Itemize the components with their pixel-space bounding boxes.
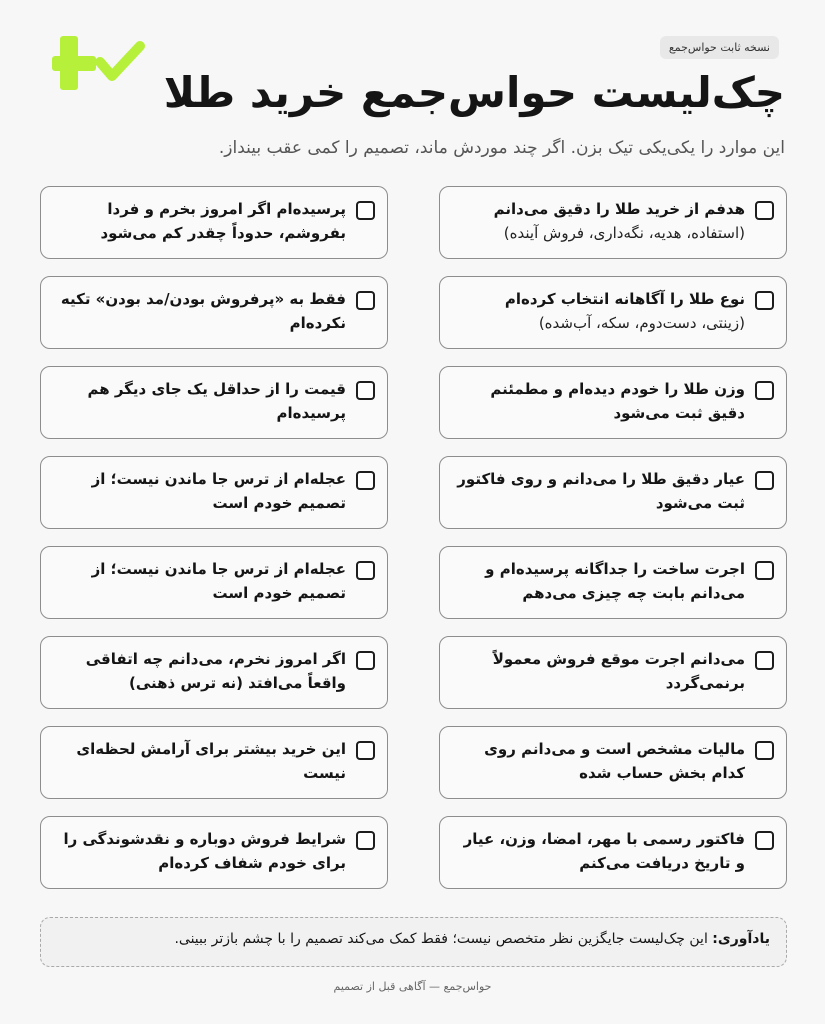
checkbox[interactable] bbox=[755, 561, 774, 580]
checklist-item-hint: (زینتی، دست‌دوم، سکه، آب‌شده) bbox=[538, 314, 745, 332]
page-subtitle: این موارد را یکی‌یکی تیک بزن. اگر چند موردش ماند، تصمیم را کمی عقب بینداز. bbox=[218, 138, 785, 158]
checklist-item-text bbox=[53, 377, 346, 425]
checkbox[interactable] bbox=[755, 291, 774, 310]
plus-check-logo-icon bbox=[52, 32, 152, 94]
checklist-item[interactable] bbox=[439, 636, 787, 709]
checklist-item-text bbox=[452, 647, 745, 695]
checklist-item-text bbox=[452, 467, 745, 515]
checklist-item[interactable] bbox=[439, 276, 787, 349]
page-title: چک‌لیست حواس‌جمع خرید طلا bbox=[163, 68, 785, 117]
checklist-item-label: اگر امروز نخرم، می‌دانم چه اتفاقی واقعاً می‌افتد (نه ترس ذهنی) bbox=[85, 650, 346, 692]
checklist-item[interactable] bbox=[40, 186, 388, 259]
checklist-item-text bbox=[452, 827, 745, 875]
checklist-item[interactable] bbox=[40, 636, 388, 709]
checklist-grid bbox=[40, 186, 787, 889]
checklist-item-text bbox=[452, 377, 745, 425]
checkbox[interactable] bbox=[755, 831, 774, 850]
checkbox[interactable] bbox=[755, 651, 774, 670]
reminder-note bbox=[40, 917, 787, 967]
checklist-item-label: این خرید بیشتر برای آرامش لحظه‌ای نیست bbox=[76, 740, 346, 782]
checklist-item-text bbox=[494, 197, 745, 245]
checklist-item[interactable] bbox=[439, 726, 787, 799]
checklist-item[interactable] bbox=[439, 816, 787, 889]
checklist-item-text bbox=[53, 197, 346, 245]
checklist-item-label: فاکتور رسمی با مهر، امضا، وزن، عیار و تاریخ دریافت می‌کنم bbox=[463, 830, 745, 872]
checklist-item[interactable] bbox=[40, 366, 388, 439]
checklist-item-text bbox=[53, 287, 346, 335]
checklist-item-label: می‌دانم اجرت موقع فروش معمولاً برنمی‌گردد bbox=[492, 650, 745, 692]
checklist-item-text bbox=[452, 557, 745, 605]
checklist-item[interactable] bbox=[439, 456, 787, 529]
checklist-item-text bbox=[53, 737, 346, 785]
checklist-item-label: قیمت را از حداقل یک جای دیگر هم پرسیده‌ام bbox=[87, 380, 346, 422]
checkbox[interactable] bbox=[356, 561, 375, 580]
checklist-item[interactable] bbox=[40, 546, 388, 619]
checkbox[interactable] bbox=[356, 381, 375, 400]
checklist-item-label: هدفم از خرید طلا را دقیق می‌دانم bbox=[493, 200, 745, 218]
checklist-item-text bbox=[505, 287, 745, 335]
checklist-item[interactable] bbox=[40, 456, 388, 529]
checklist-item-label: شرایط فروش دوباره و نقدشوندگی را برای خودم شفاف کرده‌ام bbox=[63, 830, 346, 872]
checklist-item-text bbox=[53, 557, 346, 605]
checklist-item-label: نوع طلا را آگاهانه انتخاب کرده‌ام bbox=[504, 290, 745, 308]
checklist-item-label: عجله‌ام از ترس جا ماندن نیست؛ از تصمیم خودم است bbox=[91, 470, 346, 512]
checklist-item[interactable] bbox=[40, 276, 388, 349]
checklist-item-label: عیار دقیق طلا را می‌دانم و روی فاکتور ثبت می‌شود bbox=[457, 470, 745, 512]
checklist-item-hint: (استفاده، هدیه، نگه‌داری، فروش آینده) bbox=[503, 224, 745, 242]
checkbox[interactable] bbox=[356, 471, 375, 490]
checkbox[interactable] bbox=[755, 201, 774, 220]
checkbox[interactable] bbox=[356, 651, 375, 670]
reminder-text: این چک‌لیست جایگزین نظر متخصص نیست؛ فقط کمک می‌کند تصمیم را با چشم بازتر ببینی. bbox=[174, 931, 708, 947]
version-badge: نسخه ثابت حواس‌جمع bbox=[660, 36, 779, 59]
checkbox[interactable] bbox=[755, 381, 774, 400]
checklist-item[interactable] bbox=[439, 546, 787, 619]
checklist-item-label: اجرت ساخت را جداگانه پرسیده‌ام و می‌دانم بابت چه چیزی می‌دهم bbox=[485, 560, 745, 602]
checklist-item-label: پرسیده‌ام اگر امروز بخرم و فردا بفروشم، حدوداً چقدر کم می‌شود bbox=[100, 200, 346, 242]
checkbox[interactable] bbox=[755, 471, 774, 490]
checklist-item[interactable] bbox=[40, 816, 388, 889]
footer-text: حواس‌جمع — آگاهی قبل از تصمیم bbox=[333, 980, 492, 993]
checklist-item-label: فقط به «پرفروش بودن/مد بودن» تکیه نکرده‌ام bbox=[60, 290, 346, 332]
checkbox[interactable] bbox=[356, 741, 375, 760]
checklist-item-text bbox=[452, 737, 745, 785]
checklist-item-text bbox=[53, 827, 346, 875]
checklist-item-text bbox=[53, 467, 346, 515]
checkbox[interactable] bbox=[755, 741, 774, 760]
checklist-item-label: وزن طلا را خودم دیده‌ام و مطمئنم دقیق ثبت می‌شود bbox=[490, 380, 745, 422]
checklist-item-label: عجله‌ام از ترس جا ماندن نیست؛ از تصمیم خودم است bbox=[91, 560, 346, 602]
checkbox[interactable] bbox=[356, 291, 375, 310]
checklist-item[interactable] bbox=[439, 186, 787, 259]
reminder-label: یادآوری: bbox=[712, 931, 770, 947]
checklist-item[interactable] bbox=[40, 726, 388, 799]
checklist-item-label: مالیات مشخص است و می‌دانم روی کدام بخش حساب شده bbox=[484, 740, 745, 782]
checklist-item[interactable] bbox=[439, 366, 787, 439]
checkbox[interactable] bbox=[356, 831, 375, 850]
checklist-item-text bbox=[53, 647, 346, 695]
checkbox[interactable] bbox=[356, 201, 375, 220]
